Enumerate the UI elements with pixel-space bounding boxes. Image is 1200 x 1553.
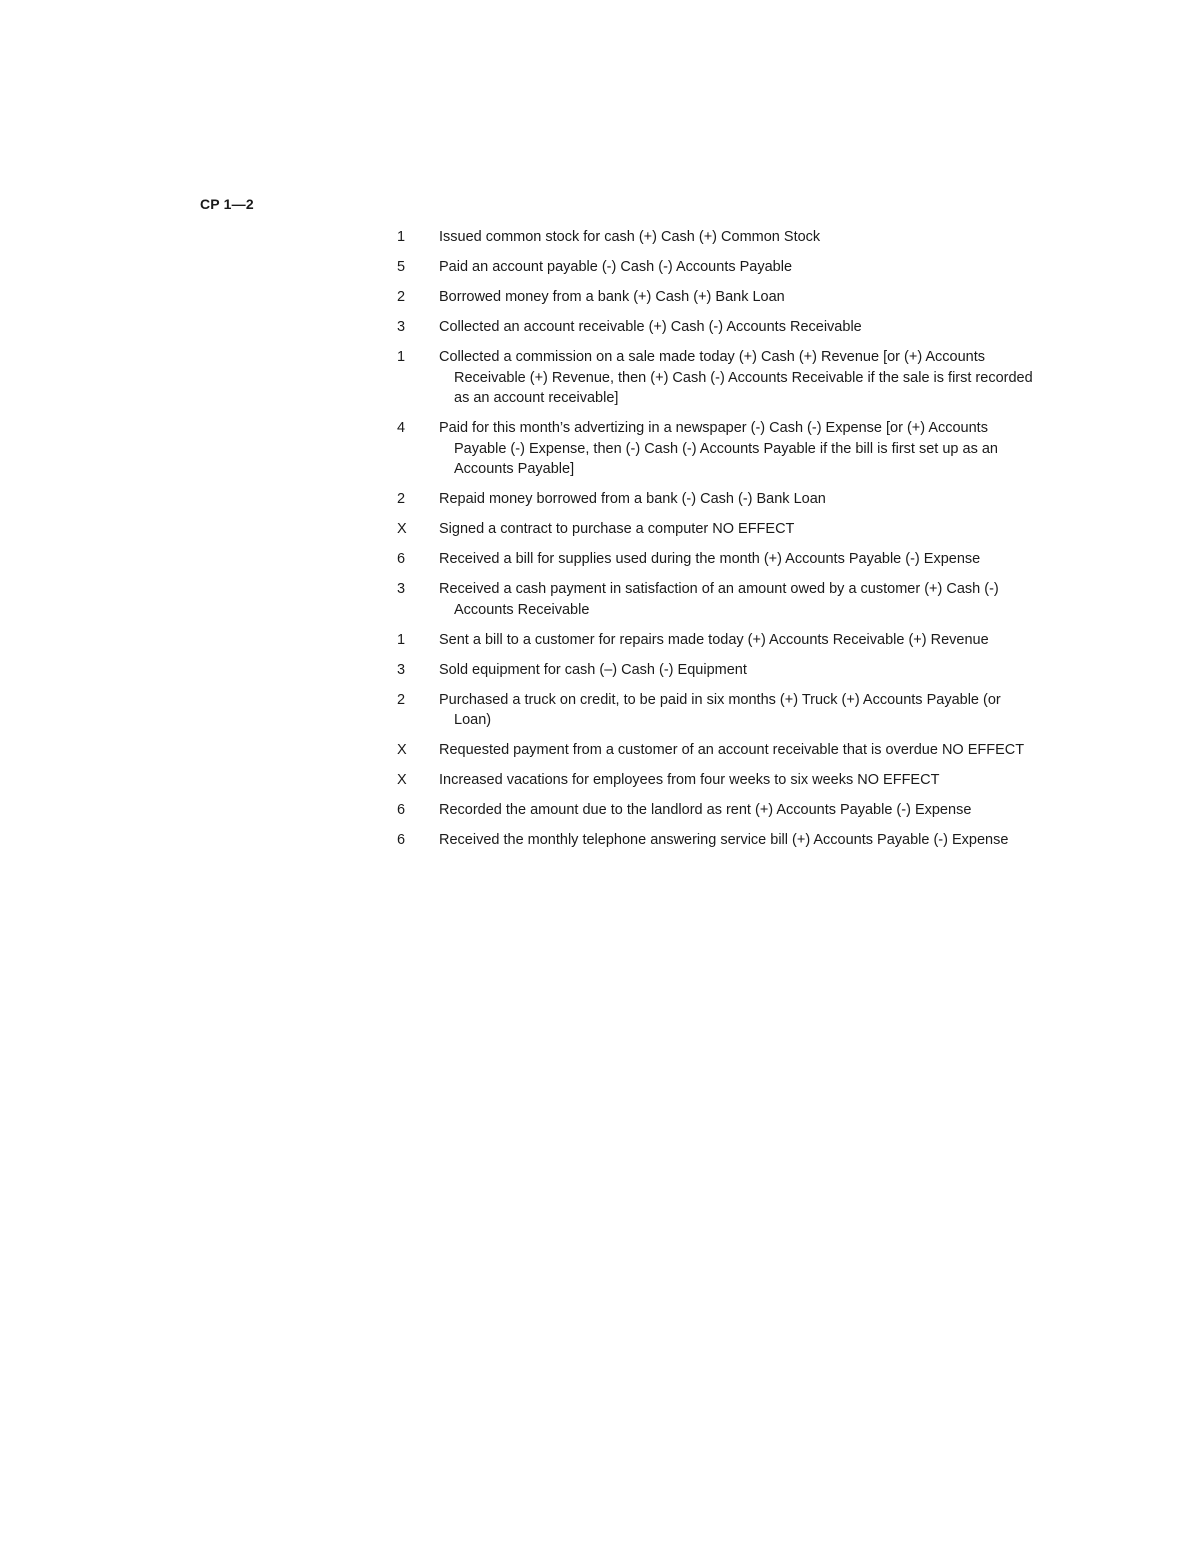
entry-text: Sent a bill to a customer for repairs made today (+) Accounts Receivable (+) Revenue (439, 631, 989, 648)
list-item (396, 549, 1036, 570)
entry-text: Borrowed money from a bank (+) Cash (+) Bank Loan (439, 289, 785, 305)
entry-code: 3 (397, 319, 406, 335)
list-item (396, 257, 1036, 278)
list-item (396, 690, 1036, 731)
list-item (396, 630, 1036, 651)
entry-text: Paid an account payable (-) Cash (-) Accounts Payable (439, 259, 793, 275)
entry-text: Purchased a truck on credit, to be paid in six months (+) Truck (+) Accounts Payable (or Loan) (439, 691, 1001, 728)
list-item (396, 830, 1036, 851)
list-item (396, 317, 1036, 338)
entry-text: Increased vacations for employees from four weeks to six weeks NO EFFECT (439, 772, 940, 788)
entry-code: 5 (397, 259, 406, 275)
entry-code: 6 (397, 802, 406, 818)
entry-code: X (397, 772, 407, 788)
list-item (396, 800, 1036, 821)
entry-code: 2 (397, 491, 406, 507)
list-item (396, 770, 1036, 791)
entry-code: X (397, 742, 407, 758)
entry-text: Received the monthly telephone answering service bill (+) Accounts Payable (-) Expense (439, 832, 1009, 848)
list-item (396, 227, 1036, 248)
entry-code: 6 (397, 551, 406, 567)
entry-text: Collected an account receivable (+) Cash (-) Accounts Receivable (439, 319, 862, 335)
entry-text: Requested payment from a customer of an account receivable that is overdue NO EFFECT (439, 742, 1025, 758)
list-item (396, 740, 1036, 761)
entry-text: Collected a commission on a sale made today (+) Cash (+) Revenue [or (+) Accounts Receivable (+) Revenue, then (+) Cash (-) Accounts Receivable if the sale is first recorded as an account receivable] (439, 349, 1033, 406)
entry-text: Recorded the amount due to the landlord as rent (+) Accounts Payable (-) Expense (439, 802, 972, 818)
page-title: CP 1—2 (200, 196, 254, 212)
entry-code: 6 (397, 832, 406, 848)
entry-text: Repaid money borrowed from a bank (-) Cash (-) Bank Loan (439, 491, 826, 507)
list-item (396, 347, 1036, 409)
entry-text: Issued common stock for cash (+) Cash (+) Common Stock (439, 229, 821, 245)
entry-code: 3 (397, 581, 406, 597)
list-item (396, 519, 1036, 540)
entry-text: Received a cash payment in satisfaction of an amount owed by a customer (+) Cash (-) Accounts Receivable (439, 581, 999, 618)
entry-code: 2 (397, 289, 406, 305)
entry-code: 1 (397, 631, 406, 648)
entry-code: 1 (397, 349, 406, 365)
entry-text: Sold equipment for cash (–) Cash (-) Equipment (439, 661, 747, 678)
entry-code: 4 (397, 420, 406, 436)
list-item (396, 287, 1036, 308)
entry-text: Signed a contract to purchase a computer NO EFFECT (439, 521, 795, 537)
list-item (396, 660, 1036, 681)
entry-text: Paid for this month’s advertizing in a newspaper (-) Cash (-) Expense [or (+) Accounts Payable (-) Expense, then (-) Cash (-) Accounts Payable if the bill is first set up as an Accounts Payable] (439, 420, 998, 477)
list-item (396, 418, 1036, 480)
list-item (396, 489, 1036, 510)
entry-code: 1 (397, 229, 406, 245)
list-item (396, 579, 1036, 620)
entry-text: Received a bill for supplies used during the month (+) Accounts Payable (-) Expense (439, 551, 981, 567)
entry-code: 3 (397, 661, 406, 678)
entry-code: X (397, 521, 407, 537)
transaction-list (396, 227, 1036, 860)
entry-code: 2 (397, 691, 406, 708)
